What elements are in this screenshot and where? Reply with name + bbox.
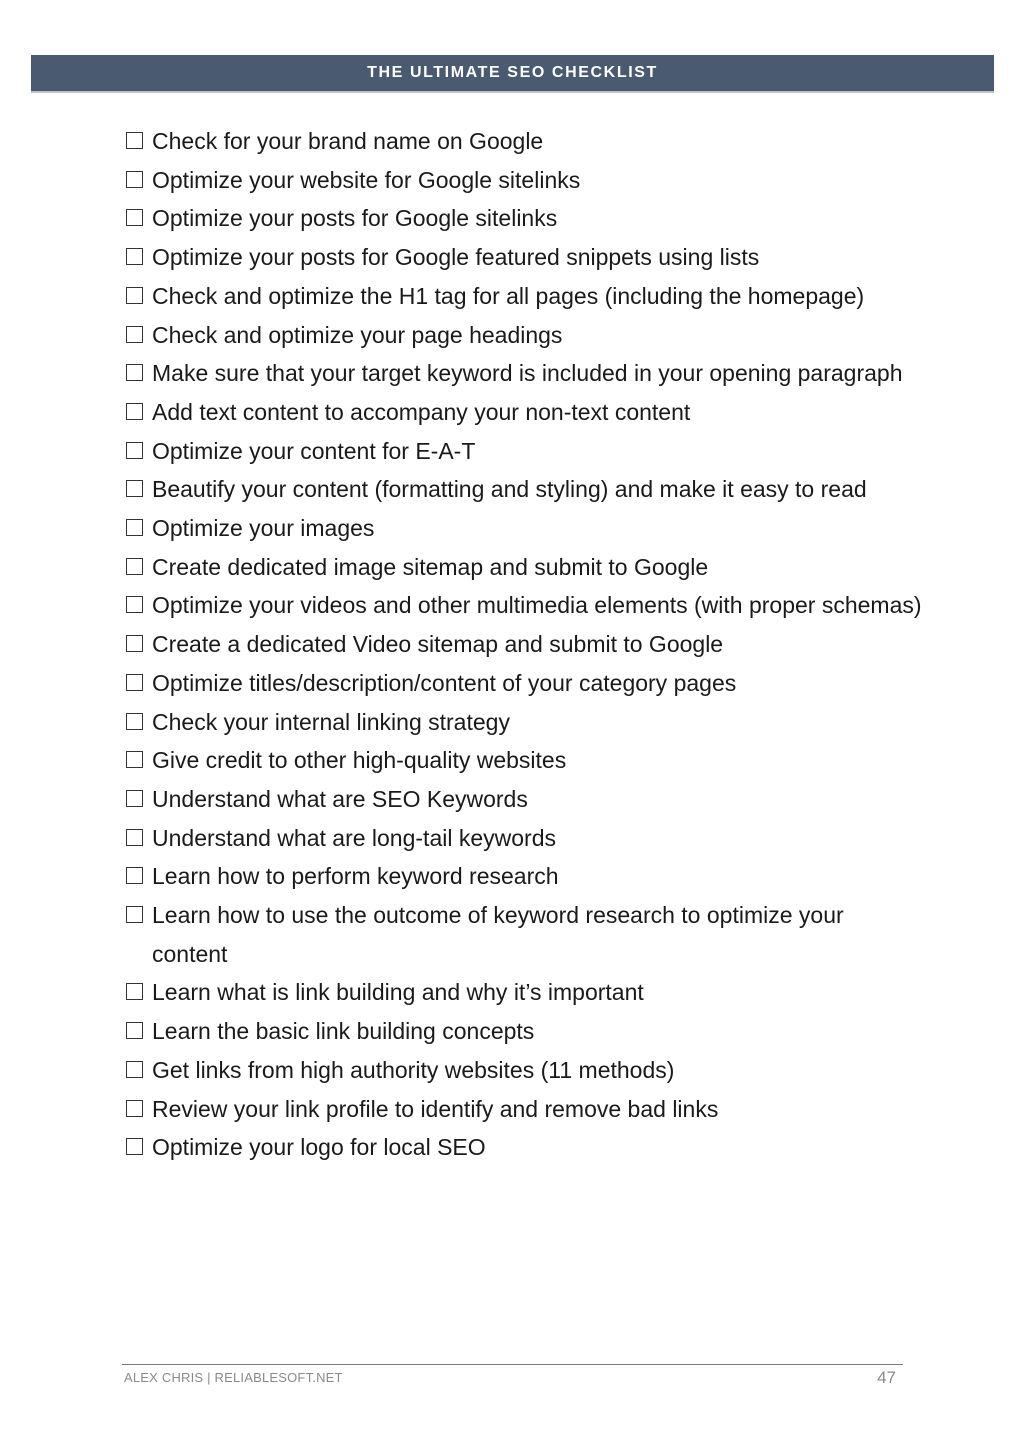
checklist-item-text: Review your link profile to identify and remove bad links — [152, 1095, 719, 1122]
checklist-item — [124, 586, 924, 625]
checkbox-icon[interactable] — [126, 674, 143, 691]
checklist-item — [124, 780, 924, 819]
checklist-item-text: Add text content to accompany your non-text content — [152, 398, 691, 425]
checklist-item — [124, 432, 924, 471]
checklist-item-text: Optimize your website for Google sitelinks — [152, 166, 581, 193]
checkbox-icon[interactable] — [126, 1022, 143, 1039]
checklist-item — [124, 548, 924, 587]
checklist-item — [124, 703, 924, 742]
checklist-item — [124, 199, 924, 238]
checkbox-icon[interactable] — [126, 635, 143, 652]
checklist-item-text: Optimize your videos and other multimedia elements (with proper schemas) — [152, 592, 922, 619]
checklist-item — [124, 664, 924, 703]
checkbox-icon[interactable] — [126, 1100, 143, 1117]
checkbox-icon[interactable] — [126, 1061, 143, 1078]
checkbox-icon[interactable] — [126, 287, 143, 304]
checklist — [124, 122, 924, 1167]
checklist-item-text: Understand what are SEO Keywords — [152, 785, 528, 812]
checkbox-icon[interactable] — [126, 326, 143, 343]
checklist-item-text: Optimize your logo for local SEO — [152, 1134, 486, 1161]
checklist-item-text: Check for your brand name on Google — [152, 128, 544, 154]
checklist-item — [124, 819, 924, 858]
checklist-item — [124, 122, 924, 161]
checklist-item — [124, 1090, 924, 1129]
checklist-item-text: Make sure that your target keyword is included in your opening paragraph — [152, 360, 903, 387]
checklist-item — [124, 1012, 924, 1051]
checklist-item-text: Learn the basic link building concepts — [152, 1018, 535, 1045]
footer-author: ALEX CHRIS | RELIABLESOFT.NET — [124, 1370, 343, 1385]
checkbox-icon[interactable] — [126, 364, 143, 381]
checklist-item-text: Check your internal linking strategy — [152, 708, 510, 735]
checkbox-icon[interactable] — [126, 171, 143, 188]
checklist-item — [124, 509, 924, 548]
checkbox-icon[interactable] — [126, 1138, 143, 1155]
checklist-item — [124, 741, 924, 780]
checklist-item-text: Optimize your content for E-A-T — [152, 437, 476, 464]
checkbox-icon[interactable] — [126, 751, 143, 768]
checklist-item-text: Give credit to other high-quality websites — [152, 747, 567, 774]
checklist-item-text: Optimize titles/description/content of your category pages — [152, 669, 737, 696]
checklist-item-text: Beautify your content (formatting and styling) and make it easy to read — [152, 476, 867, 503]
checkbox-icon[interactable] — [126, 403, 143, 420]
checkbox-icon[interactable] — [126, 596, 143, 613]
checklist-item-text: Learn how to use the outcome of keyword research to optimize your content — [152, 902, 844, 967]
checklist-item — [124, 1128, 924, 1167]
checklist-item-text: Create dedicated image sitemap and submit to Google — [152, 553, 709, 580]
checklist-item — [124, 896, 924, 973]
checkbox-icon[interactable] — [126, 442, 143, 459]
footer-divider — [122, 1364, 903, 1365]
checklist-item — [124, 393, 924, 432]
checklist-item-text: Optimize your posts for Google sitelinks — [152, 205, 558, 232]
page-number: 47 — [877, 1368, 896, 1387]
checklist-item — [124, 470, 924, 509]
checklist-item — [124, 316, 924, 355]
checklist-item-text: Check and optimize your page headings — [152, 321, 563, 348]
checkbox-icon[interactable] — [126, 209, 143, 226]
header-bar — [31, 55, 994, 93]
checklist-item — [124, 625, 924, 664]
checkbox-icon[interactable] — [126, 519, 143, 536]
checkbox-icon[interactable] — [126, 558, 143, 575]
checklist-item — [124, 1051, 924, 1090]
checklist-item-text: Learn what is link building and why it’s important — [152, 979, 644, 1006]
checklist-item — [124, 161, 924, 200]
checklist-item — [124, 354, 924, 393]
checklist-item — [124, 277, 924, 316]
checkbox-icon[interactable] — [126, 790, 143, 807]
checkbox-icon[interactable] — [126, 829, 143, 846]
checkbox-icon[interactable] — [126, 480, 143, 497]
checklist-item-text: Optimize your images — [152, 515, 375, 542]
checkbox-icon[interactable] — [126, 713, 143, 730]
checkbox-icon[interactable] — [126, 867, 143, 884]
page-title: THE ULTIMATE SEO CHECKLIST — [367, 64, 658, 81]
checklist-item-text: Understand what are long-tail keywords — [152, 824, 556, 851]
checklist-item — [124, 973, 924, 1012]
checklist-item-text: Create a dedicated Video sitemap and submit to Google — [152, 631, 724, 658]
checklist-item-text: Learn how to perform keyword research — [152, 863, 559, 890]
checklist-item-text: Check and optimize the H1 tag for all pages (including the homepage) — [152, 282, 865, 309]
checkbox-icon[interactable] — [126, 132, 143, 149]
checklist-item — [124, 857, 924, 896]
checklist-item-text: Get links from high authority websites (11 methods) — [152, 1056, 675, 1083]
checkbox-icon[interactable] — [126, 983, 143, 1000]
checklist-item-text: Optimize your posts for Google featured snippets using lists — [152, 244, 760, 271]
checkbox-icon[interactable] — [126, 906, 143, 923]
checkbox-icon[interactable] — [126, 248, 143, 265]
checklist-item — [124, 238, 924, 277]
